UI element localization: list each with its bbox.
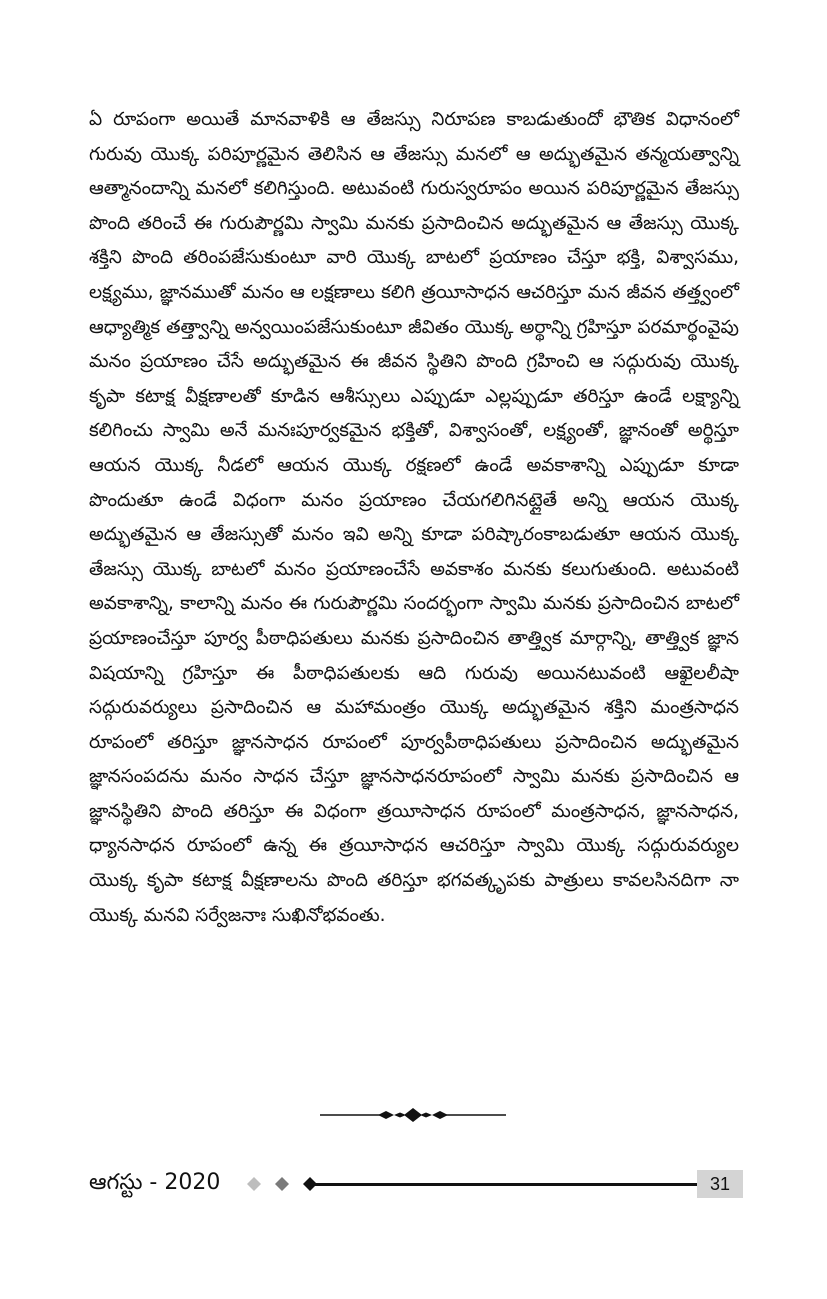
issue-label: ఆగస్టు - 2020: [89, 1170, 221, 1195]
page-number: 31: [709, 1174, 731, 1194]
page-footer: [89, 1166, 739, 1202]
ornamental-divider-icon: [320, 1105, 506, 1125]
footer-rule: [315, 1183, 697, 1186]
body-paragraph: ఏ రూపంగా అయితే మానవాళికి ఆ తేజస్సు నిరూపణ కాబడుతుందో భౌతిక విధానంలో గురువు యొక్క పరిపూర్ణమైన తెలిసిన ఆ తేజస్సు మనలో ఆ అద్భుతమైన తన్మయత్వాన్ని ఆత్మానందాన్ని మనలో కలిగిస్తుంది. అటువంటి గురుస్వరూపం అయిన పరిపూర్ణమైన తేజస్సు పొంది తరించే ఈ గురుపౌర్ణమి స్వామి మనకు ప్రసాదించిన అద్భుతమైన ఆ తేజస్సు యొక్క శక్తిని పొంది తరింపజేసుకుంటూ వారి యొక్క బాటలో ప్రయాణం చేస్తూ భక్తి, విశ్వాసము, లక్ష్యము, జ్ఞానముతో మనం ఆ లక్షణాలు కలిగి త్రయీసాధన ఆచరిస్తూ మన జీవన తత్త్వంలో ఆధ్యాత్మిక తత్త్వాన్ని అన్వయింపజేసుకుంటూ జీవితం యొక్క అర్థాన్ని గ్రహిస్తూ పరమార్థంవైపు మనం ప్రయాణం చేసే అద్భుతమైన ఈ జీవన స్థితిని పొంది గ్రహించి ఆ సద్గురువు యొక్క కృపా కటాక్ష వీక్షణాలతో కూడిన ఆశీస్సులు ఎప్పుడూ ఎల్లప్పుడూ తరిస్తూ ఉండే లక్ష్యాన్ని కలిగించు స్వామి అనే మనఃపూర్వకమైన భక్తితో, విశ్వాసంతో, లక్ష్యంతో, జ్ఞానంతో అర్థిస్తూ ఆయన యొక్క నీడలో ఆయన యొక్క రక్షణలో ఉండే అవకాశాన్ని ఎప్పుడూ కూడా పొందుతూ ఉండే విధంగా మనం ప్రయాణం చేయగలిగినట్లైతే అన్ని ఆయన యొక్క అద్భుతమైన ఆ తేజస్సుతో మనం ఇవి అన్ని కూడా పరిష్కారంకాబడుతూ ఆయన యొక్క తేజస్సు యొక్క బాటలో మనం ప్రయాణంచేసే అవకాశం మనకు కలుగుతుంది. అటువంటి అవకాశాన్ని, కాలాన్ని మనం ఈ గురుపౌర్ణమి సందర్భంగా స్వామి మనకు ప్రసాదించిన బాటలో ప్రయాణంచేస్తూ పూర్వ పీఠాధిపతులు మనకు ప్రసాదించిన తాత్త్విక మార్గాన్ని, తాత్త్విక జ్ఞాన విషయాన్ని గ్రహిస్తూ ఈ పీఠాధిపతులకు ఆది గురువు అయినటువంటి ఆఖైలలీషా సద్గురువర్యులు ప్రసాదించిన ఆ మహామంత్రం యొక్క అద్భుతమైన శక్తిని మంత్రసాధన రూపంలో తరిస్తూ జ్ఞానసాధన రూపంలో పూర్వపీఠాధిపతులు ప్రసాదించిన అద్భుతమైన జ్ఞానసంపదను మనం సాధన చేస్తూ జ్ఞానసాధనరూపంలో స్వామి మనకు ప్రసాదించిన ఆ జ్ఞానస్థితిని పొంది తరిస్తూ ఈ విధంగా త్రయీసాధన రూపంలో మంత్రసాధన, జ్ఞానసాధన, ధ్యానసాధన రూపంలో ఉన్న ఈ త్రయీసాధన ఆచరిస్తూ స్వామి యొక్క సద్గురువర్యుల యొక్క కృపా కటాక్ష వీక్షణాలను పొంది తరిస్తూ భగవత్కృపకు పాత్రులు కావలసినదిగా నా యొక్క మనవి సర్వేజనాః సుఖినోభవంతు.: [89, 109, 739, 926]
page-number-box: [697, 1170, 743, 1198]
